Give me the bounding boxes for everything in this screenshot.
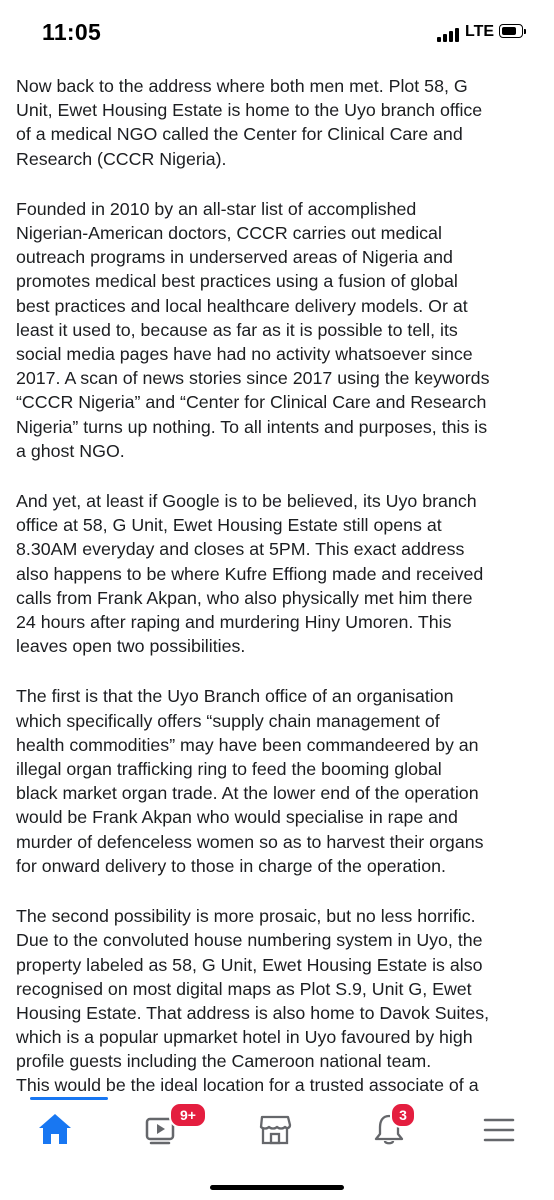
article-paragraph: Founded in 2010 by an all-star list of accomplished Nigerian-American doctors, CCCR carries out medical outreach programs in underserved areas of Nigeria and promotes medical best practices using a fusion of global best practices and local healthcare delivery models. Or at least it used to, because as far as it is possible to tell, its social media pages have had no activity whatsoever since 2017. A scan of news stories since 2017 using the keywords “CCCR Nigeria” and “Center for Clinical Care and Research Nigeria” turns up nothing. To all intents and purposes, this is a ghost NGO.: [16, 198, 490, 461]
article-paragraph: And yet, at least if Google is to be believed, its Uyo branch office at 58, G Unit, Ewet Housing Estate still opens at 8.30AM everyday and closes at 5PM. This exact address also happens to be where Kufre Effiong made and received calls from Frank Akpan, who also physically met him there 24 hours after raping and murdering Hiny Umoren. This leaves open two possibilities.: [16, 491, 484, 657]
article-paragraph: The second possibility is more prosaic, but no less horrific. Due to the convoluted house numbering system in Uyo, the property labeled as 58, G Unit, Ewet Housing Estate is also recognised on most digital maps as Plot S.9, Unit G, Ewet Housing Estate. That address is also home to Davok Suites, which is a popular upmarket hotel in Uyo favoured by high profile guests including the Cameroon national team.: [16, 906, 490, 1072]
status-bar: [0, 0, 554, 68]
tab-watch[interactable]: [126, 1108, 196, 1158]
watch-badge: 9+: [169, 1102, 207, 1128]
article-cutoff-text: This would be the ideal location for a trusted associate of a: [16, 1075, 479, 1095]
home-icon: [37, 1112, 73, 1146]
network-type: LTE: [465, 23, 495, 40]
tab-marketplace[interactable]: [240, 1108, 310, 1158]
home-indicator[interactable]: [210, 1185, 344, 1190]
tab-menu[interactable]: [464, 1108, 534, 1158]
battery-icon: [499, 24, 527, 40]
menu-icon: [481, 1112, 517, 1146]
tab-notifications[interactable]: [354, 1108, 424, 1158]
marketplace-icon: [257, 1112, 293, 1146]
article-paragraph: The first is that the Uyo Branch office of an organisation which specifically offers “supply chain management of health commodities” may have been commandeered by an illegal organ trafficking ring to feed the booming global black market organ trade. At the lower end of the operation would be Frank Akpan who would specialise in rape and murder of defenceless women so as to harvest their organs for onward delivery to those in charge of the operation.: [16, 686, 484, 876]
active-tab-indicator: [30, 1097, 108, 1100]
article-body: [16, 74, 544, 1100]
tab-home[interactable]: [20, 1108, 90, 1158]
notifications-badge: 3: [390, 1102, 416, 1128]
status-time: 11:05: [42, 19, 102, 45]
signal-strength-icon: [437, 26, 463, 42]
article-paragraph: Now back to the address where both men met. Plot 58, G Unit, Ewet Housing Estate is home to the Uyo branch office of a medical NGO called the Center for Clinical Care and Research (CCCR Nigeria).: [16, 76, 483, 169]
